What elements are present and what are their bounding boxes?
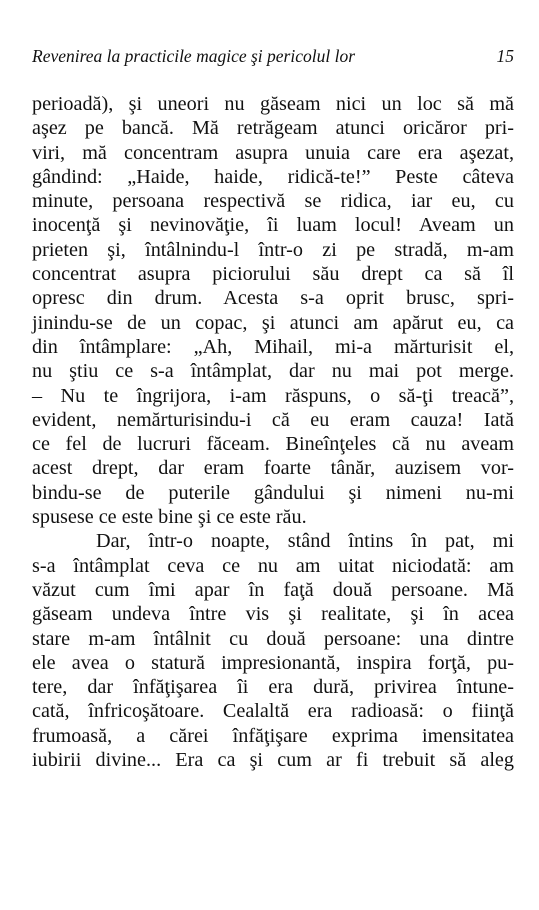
text-line: viri, mă concentram asupra unuia care era aşezat, [32,141,514,164]
text-line: – Nu te îngrijora, i-am răspuns, o să-ţi treacă”, [32,384,514,407]
text-line: stare m-am întâlnit cu două persoane: una dintre [32,627,514,650]
text-line: opresc din drum. Acesta s-a oprit brusc, spri- [32,287,514,310]
paragraph-1 [32,92,514,529]
text-line: inocenţă şi nevinovăţie, îi luam locul! Aveam un [32,214,514,237]
text-line: nu ştiu ce s-a întâmplat, dar nu mai pot merge. [32,360,514,383]
text-line: spusese ce este bine şi ce este rău. [32,506,307,529]
text-line: iubirii divine... Era ca şi cum ar fi trebuit să aleg [32,749,514,772]
text-line: aşez pe bancă. Mă retrăgeam atunci oricăror pri- [32,117,514,140]
text-line: cată, înfricoşătoare. Cealaltă era radioasă: o fiinţă [32,700,514,723]
text-line: ele avea o statură impresionantă, inspira forţă, pu- [32,651,514,674]
running-header [32,46,514,72]
text-line: perioadă), şi uneori nu găseam nici un loc să mă [32,93,514,115]
text-line: bindu-se de puterile gândului şi nimeni nu-mi [32,481,514,504]
text-line: văzut cum îmi apar în faţă două persoane. Mă [32,578,514,601]
page-number: 15 [496,46,514,66]
running-title: Revenirea la practicile magice şi pericolul lor [32,46,356,66]
text-line: găseam undeva între vis şi realitate, şi în acea [32,603,514,626]
text-line: prieten şi, întâlnindu-l într-o zi pe stradă, m-am [32,238,514,261]
text-line: evident, nemărturisindu-i că eu eram cauza! Iată [32,408,514,431]
text-line: Dar, într-o noapte, stând întins în pat, mi [96,530,514,553]
body-text [32,92,514,772]
text-line: jinindu-se de un copac, şi atunci am apărut eu, ca [32,311,514,334]
text-line: din întâmplare: „Ah, Mihail, mi-a mărturisit el, [32,335,514,358]
paragraph-2 [32,529,514,772]
text-line: concentrat asupra piciorului său drept ca să îl [32,263,514,286]
text-line: ce fel de lucruri făceam. Bineînţeles că nu aveam [32,433,514,456]
text-line: gândind: „Haide, haide, ridică-te!” Peste câteva [32,165,514,188]
text-line: s-a întâmplat ceva ce nu am uitat niciodată: am [32,554,514,577]
text-line: frumoasă, a cărei înfăţişare exprima imensitatea [32,724,514,747]
text-line: tere, dar înfăţişarea îi era dură, privirea întune- [32,676,514,699]
text-line: minute, persoana respectivă se ridica, iar eu, cu [32,190,514,213]
text-line: acest drept, dar eram foarte tânăr, auzisem vor- [32,457,514,480]
